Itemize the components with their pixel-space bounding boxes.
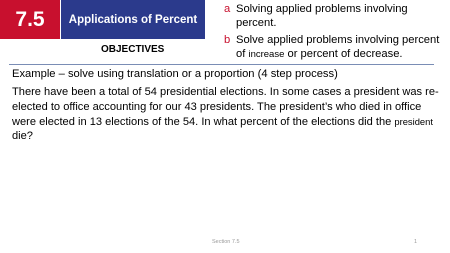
problem-text-part2: die? [12, 130, 33, 143]
objective-item-a [224, 2, 448, 30]
topic-title-box [61, 0, 205, 39]
objective-text-part2: or percent of decrease. [287, 48, 403, 60]
objective-item-b [224, 33, 448, 62]
footer-page-number: 1 [414, 239, 418, 245]
problem-text-part1: There have been a total of 54 presidential elections. In some cases a president was re-elected to office accounting for our 43 presidents. The president’s who died in office were elected in 13 elections of the 54. In what percent of the elections did the [12, 86, 439, 128]
objective-letter: a [224, 3, 231, 15]
example-heading: Example – solve using translation or a proportion (4 step process) [12, 68, 338, 80]
header-divider [9, 64, 434, 65]
objective-text: Solving applied problems involving percent. [236, 3, 408, 29]
section-number: 7.5 [15, 7, 45, 31]
footer-section-label: Section 7.5 [212, 239, 240, 245]
topic-title: Applications of Percent [68, 13, 198, 26]
objectives-list [224, 2, 448, 65]
section-number-box [0, 0, 60, 39]
problem-text-small: president [394, 115, 433, 127]
objectives-label: OBJECTIVES [101, 44, 165, 55]
objective-text-part1: Solve applied problems involving percent of [236, 34, 440, 60]
objective-text-small: increase [248, 49, 285, 60]
objective-letter: b [224, 34, 231, 46]
problem-text [12, 85, 440, 144]
